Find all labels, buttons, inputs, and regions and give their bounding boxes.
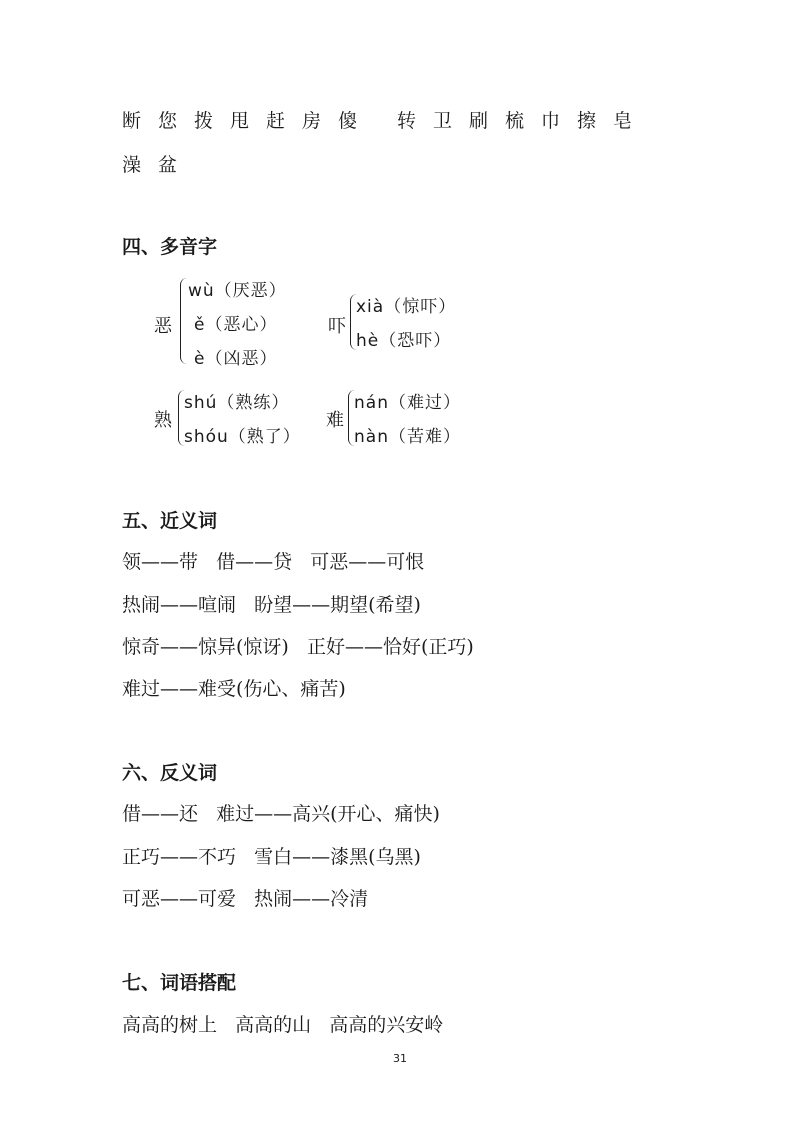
reading-wu: wù（厌恶） xyxy=(188,281,287,301)
antonym-line-3: 可恶——可爱 热闹——冷清 xyxy=(122,888,369,910)
antonym-line-1: 借——还 难过——高兴(开心、痛快) xyxy=(122,803,440,825)
reading-shou: shóu（熟了） xyxy=(184,427,301,447)
word-list-line-1: 断您拨甩赶房傻 转卫刷梳巾擦皂 xyxy=(122,110,650,132)
synonym-line-3: 惊奇——惊异(惊讶) 正好——恰好(正巧) xyxy=(122,636,474,658)
reading-xia: xià（惊吓） xyxy=(356,297,457,317)
reading-e3: ě（恶心） xyxy=(194,315,278,335)
polyphone-char-nan: 难 xyxy=(326,410,344,431)
synonym-line-4: 难过——难受(伤心、痛苦) xyxy=(122,678,346,700)
polyphone-char-shu: 熟 xyxy=(154,410,172,431)
synonym-line-1: 领——带 借——贷 可恶——可恨 xyxy=(122,551,425,573)
polyphone-block xyxy=(150,272,490,447)
reading-nan2: nán（难过） xyxy=(354,393,461,413)
collocation-line-1: 高高的树上 高高的山 高高的兴安岭 xyxy=(122,1014,444,1036)
section-heading-collocations: 七、词语搭配 xyxy=(122,972,237,994)
polyphone-char-xia: 吓 xyxy=(328,316,346,337)
section-heading-polyphones: 四、多音字 xyxy=(122,236,218,258)
reading-nan4: nàn（苦难） xyxy=(354,427,461,447)
polyphone-char-e: 恶 xyxy=(154,316,172,337)
brace-e xyxy=(180,278,187,364)
page-number: 31 xyxy=(393,1052,407,1065)
reading-shu: shú（熟练） xyxy=(184,393,290,413)
reading-e4: è（凶恶） xyxy=(194,349,278,369)
antonym-line-2: 正巧——不巧 雪白——漆黑(乌黑) xyxy=(122,846,421,868)
synonym-line-2: 热闹——喧闹 盼望——期望(希望) xyxy=(122,594,421,616)
word-list-line-2: 澡盆 xyxy=(122,154,195,176)
section-heading-antonyms: 六、反义词 xyxy=(122,762,218,784)
section-heading-synonyms: 五、近义词 xyxy=(122,510,218,532)
reading-he: hè（恐吓） xyxy=(356,331,452,351)
